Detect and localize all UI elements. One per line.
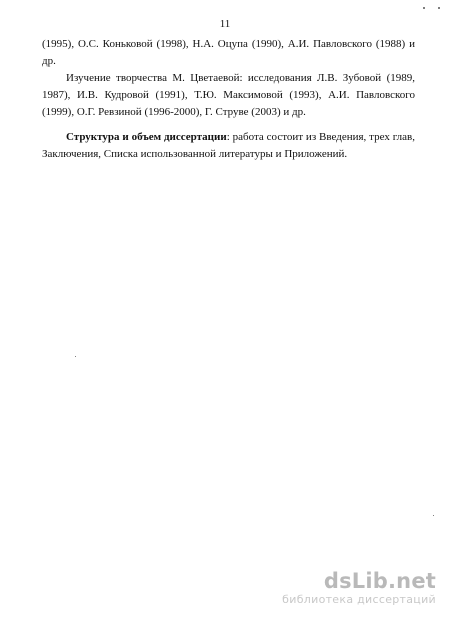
- watermark-tagline: библиотека диссертаций: [282, 593, 436, 606]
- paragraph-line: [42, 129, 415, 146]
- watermark: [282, 570, 436, 608]
- scan-speck: [423, 7, 425, 9]
- paragraph-line: (1999), О.Г. Ревзиной (1996-2000), Г. Струве (2003) и др.: [42, 106, 306, 118]
- paragraph-3: [42, 129, 415, 163]
- structure-text: : работа состоит из Введения, трех глав,: [226, 131, 415, 143]
- paragraph-2: [42, 70, 415, 121]
- paragraph-line: Заключения, Списка использованной литературы и Приложений.: [42, 148, 348, 160]
- structure-heading: Структура и объем диссертации: [66, 131, 227, 143]
- scan-speck: [438, 7, 440, 9]
- paragraph-line: 1987), И.В. Кудровой (1991), Т.Ю. Максимовой (1993), А.И. Павловского: [42, 89, 415, 101]
- paragraph-line: (1995), О.С. Коньковой (1998), Н.А. Оцупа (1990), А.И. Павловского (1988) и: [42, 38, 415, 50]
- scan-speck: [75, 356, 76, 357]
- paragraph-line: др.: [42, 55, 56, 67]
- scan-speck: [433, 515, 434, 516]
- paragraph-line: Изучение творчества М. Цветаевой: исследования Л.В. Зубовой (1989,: [66, 72, 415, 84]
- watermark-logo: dsLib.net: [323, 569, 436, 593]
- page-number: 11: [219, 18, 231, 30]
- paragraph-1: [42, 36, 415, 70]
